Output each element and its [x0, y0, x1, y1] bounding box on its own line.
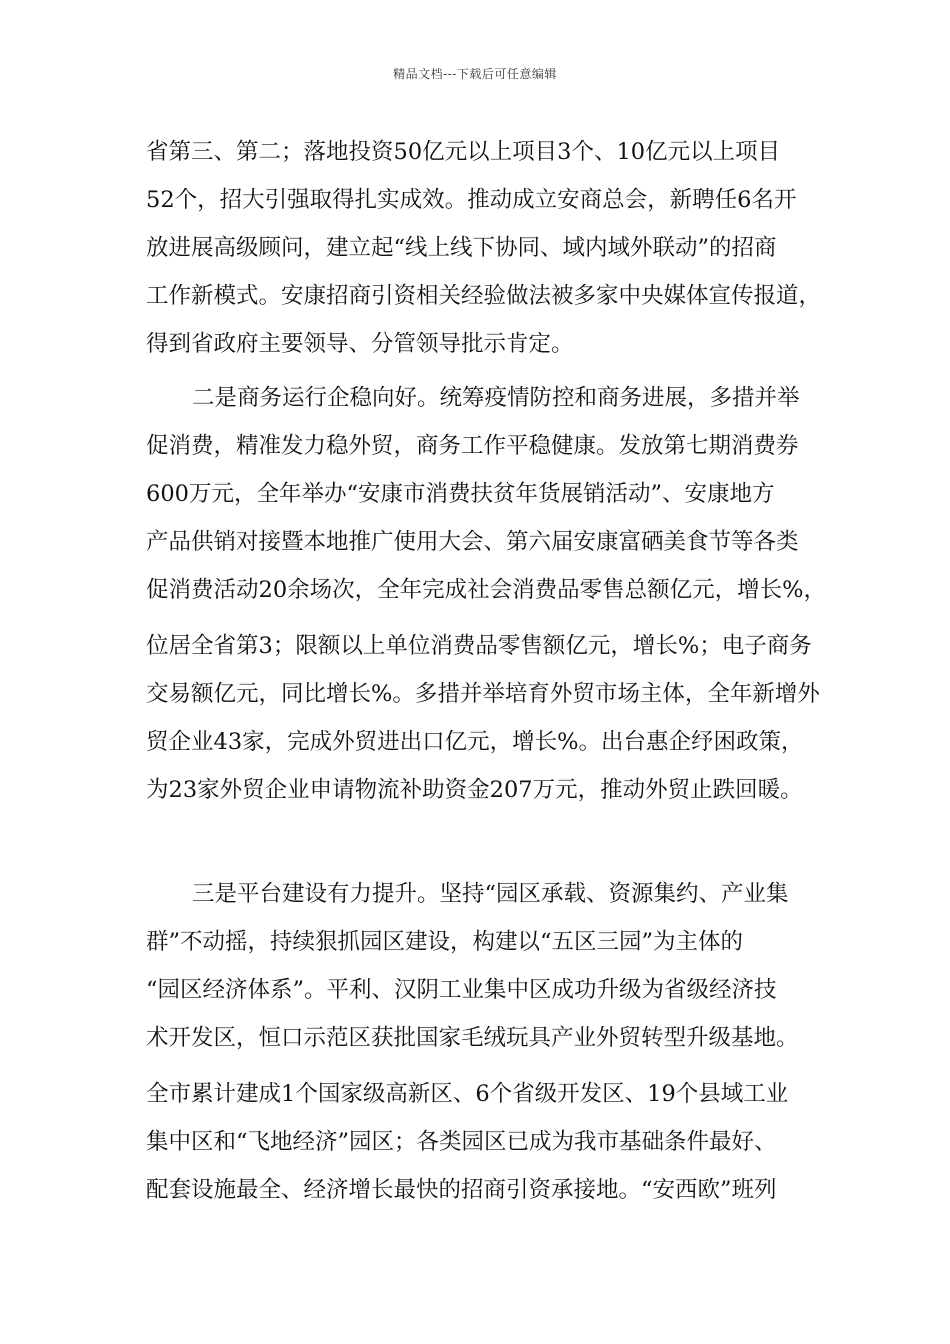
text-line: 产品供销对接暨本地推广使用大会、第六届安康富硒美食节等各类	[146, 529, 799, 555]
text-line: 全市累计建成1个国家级高新区、6个省级开发区、19个县域工业	[146, 1081, 789, 1107]
text-line: 促消费，精准发力稳外贸，商务工作平稳健康。发放第七期消费券	[146, 433, 799, 459]
text-line: 集中区和“飞地经济”园区；各类园区已成为我市基础条件最好、	[146, 1129, 777, 1155]
text-line: 600万元，全年举办“安康市消费扶贫年货展销活动”、安康地方	[146, 481, 775, 507]
text-line: 促消费活动20余场次，全年完成社会消费品零售总额亿元，增长%，	[146, 577, 827, 603]
text-line: 工作新模式。安康招商引资相关经验做法被多家中央媒体宣传报道，	[146, 283, 822, 309]
text-line: 交易额亿元，同比增长%。多措并举培育外贸市场主体，全年新增外	[146, 681, 820, 707]
text-line: 贸企业43家，完成外贸进出口亿元，增长%。出台惠企纾困政策，	[146, 729, 804, 755]
page-header: 精品文档---下载后可任意编辑	[393, 67, 557, 81]
text-line: 省第三、第二；落地投资50亿元以上项目3个、10亿元以上项目	[146, 139, 781, 165]
text-line: 术开发区，恒口示范区获批国家毛绒玩具产业外贸转型升级基地。	[146, 1025, 799, 1051]
text-line: “园区经济体系”。平利、汉阴工业集中区成功升级为省级经济技	[146, 977, 777, 1003]
text-line: 位居全省第3；限额以上单位消费品零售额亿元，增长%；电子商务	[146, 633, 812, 659]
text-line: 为23家外贸企业申请物流补助资金207万元，推动外贸止跌回暖。	[146, 777, 803, 803]
text-line: 放进展高级顾问，建立起“线上线下协同、域内域外联动”的招商	[146, 235, 777, 261]
text-line: 群”不动摇，持续狠抓园区建设，构建以“五区三园”为主体的	[146, 929, 744, 955]
text-line: 得到省政府主要领导、分管领导批示肯定。	[146, 331, 574, 357]
text-line: 配套设施最全、经济增长最快的招商引资承接地。“安西欧”班列	[146, 1177, 777, 1203]
text-line: 三是平台建设有力提升。坚持“园区承载、资源集约、产业集	[192, 881, 789, 907]
text-line: 52个，招大引强取得扎实成效。推动成立安商总会，新聘任6名开	[146, 187, 797, 213]
text-line: 二是商务运行企稳向好。统筹疫情防控和商务进展，多措并举	[192, 385, 800, 411]
